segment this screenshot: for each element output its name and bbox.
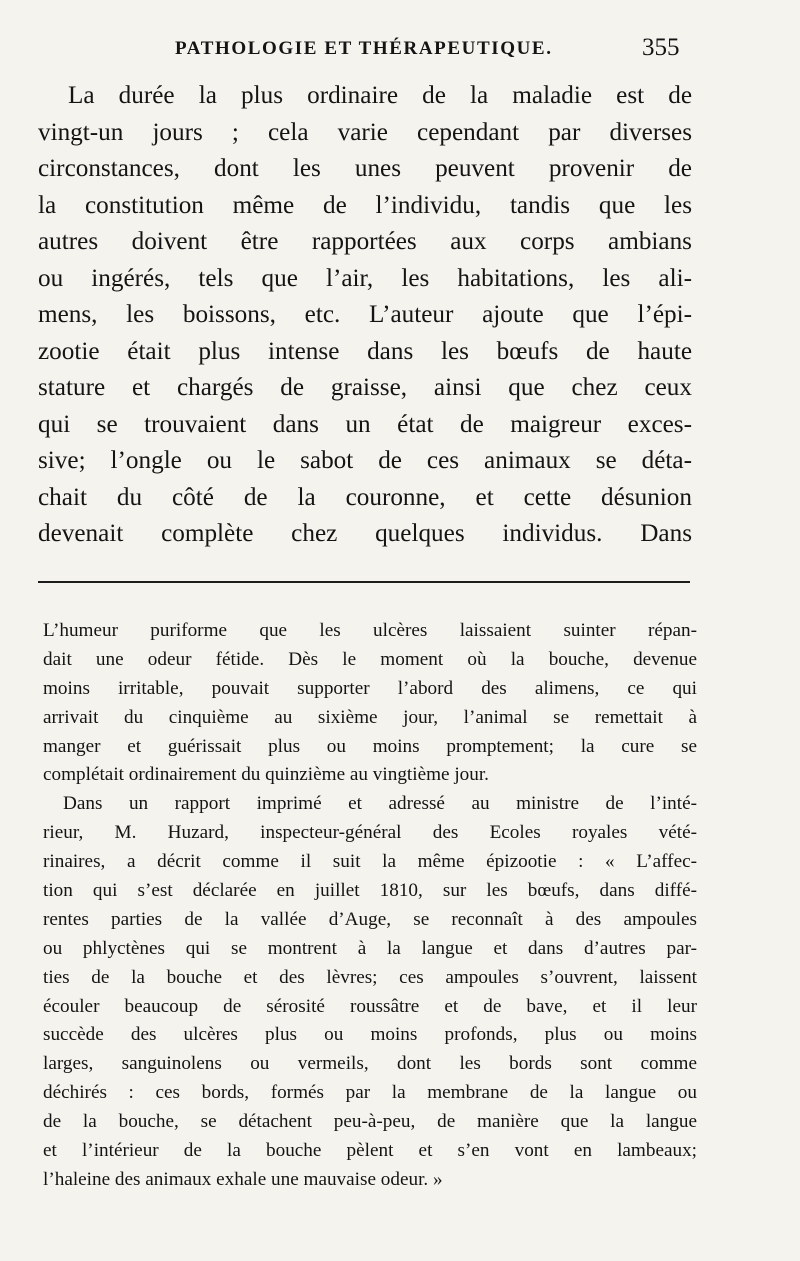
main-text-line: mens, les boissons, etc. L’auteur ajoute que l’épi- <box>38 301 692 328</box>
footnote-line: moins irritable, pouvait supporter l’abord des alimens, ce qui <box>43 677 697 699</box>
main-text-line: zootie était plus intense dans les bœufs de haute <box>38 337 692 365</box>
main-text-line: devenait complète chez quelques individus. Dans <box>38 520 692 547</box>
main-text-line: stature et chargés de graisse, ainsi que chez ceux <box>38 374 692 401</box>
running-head <box>0 36 800 66</box>
footnote-divider <box>38 581 690 583</box>
main-text-line: autres doivent être rapportées aux corps ambians <box>38 228 692 255</box>
main-text-line: La durée la plus ordinaire de la maladie est de <box>68 82 692 109</box>
footnote-line: larges, sanguinolens ou vermeils, dont les bords sont comme <box>43 1053 697 1075</box>
footnote-line: écouler beaucoup de sérosité roussâtre et de bave, et il leur <box>43 995 697 1017</box>
footnote-line: déchirés : ces bords, formés par la membrane de la langue ou <box>43 1082 697 1104</box>
footnote-line: arrivait du cinquième au sixième jour, l’animal se remettait à <box>43 706 697 728</box>
footnote-line: de la bouche, se détachent peu-à-peu, de manière que la langue <box>43 1111 697 1133</box>
footnote-line: rentes parties de la vallée d’Auge, se reconnaît à des ampoules <box>43 908 697 930</box>
page-number: 355 <box>642 34 680 61</box>
footnote-line: manger et guérissait plus ou moins promptement; la cure se <box>43 735 697 757</box>
footnote-line: complétait ordinairement du quinzième au vingtième jour. <box>43 764 489 786</box>
footnote-line: dait une odeur fétide. Dès le moment où la bouche, devenue <box>43 648 697 670</box>
footnote-line: et l’intérieur de la bouche pèlent et s’en vont en lambeaux; <box>43 1140 697 1162</box>
main-text-line: sive; l’ongle ou le sabot de ces animaux se déta- <box>38 447 692 474</box>
main-text-block <box>38 78 692 553</box>
footnote-line: rieur, M. Huzard, inspecteur-général des Ecoles royales vété- <box>43 822 697 844</box>
footnote-line: ties de la bouche et des lèvres; ces ampoules s’ouvrent, laissent <box>43 966 697 988</box>
footnote-block <box>43 617 697 1195</box>
main-text-line: qui se trouvaient dans un état de maigreur exces- <box>38 410 692 438</box>
main-text-line: chait du côté de la couronne, et cette désunion <box>38 483 692 511</box>
footnote-line: ou phlyctènes qui se montrent à la langue et dans d’autres par- <box>43 937 697 959</box>
footnote-line: rinaires, a décrit comme il suit la même épizootie : « L’affec- <box>43 851 697 873</box>
main-text-line: circonstances, dont les unes peuvent provenir de <box>38 155 692 182</box>
footnote-line: l’haleine des animaux exhale une mauvaise odeur. » <box>43 1168 443 1190</box>
main-text-line: vingt-un jours ; cela varie cependant par diverses <box>38 118 692 146</box>
footnote-line: tion qui s’est déclarée en juillet 1810, sur les bœufs, dans diffé- <box>43 880 697 902</box>
footnote-line: L’humeur puriforme que les ulcères laissaient suinter répan- <box>43 620 697 641</box>
footnote-line: succède des ulcères plus ou moins profonds, plus ou moins <box>43 1024 697 1046</box>
main-text-line: ou ingérés, tels que l’air, les habitations, les ali- <box>38 264 692 292</box>
footnote-line: Dans un rapport imprimé et adressé au ministre de l’inté- <box>63 793 697 815</box>
main-text-line: la constitution même de l’individu, tandis que les <box>38 191 692 219</box>
running-title: PATHOLOGIE ET THÉRAPEUTIQUE. <box>175 38 553 59</box>
